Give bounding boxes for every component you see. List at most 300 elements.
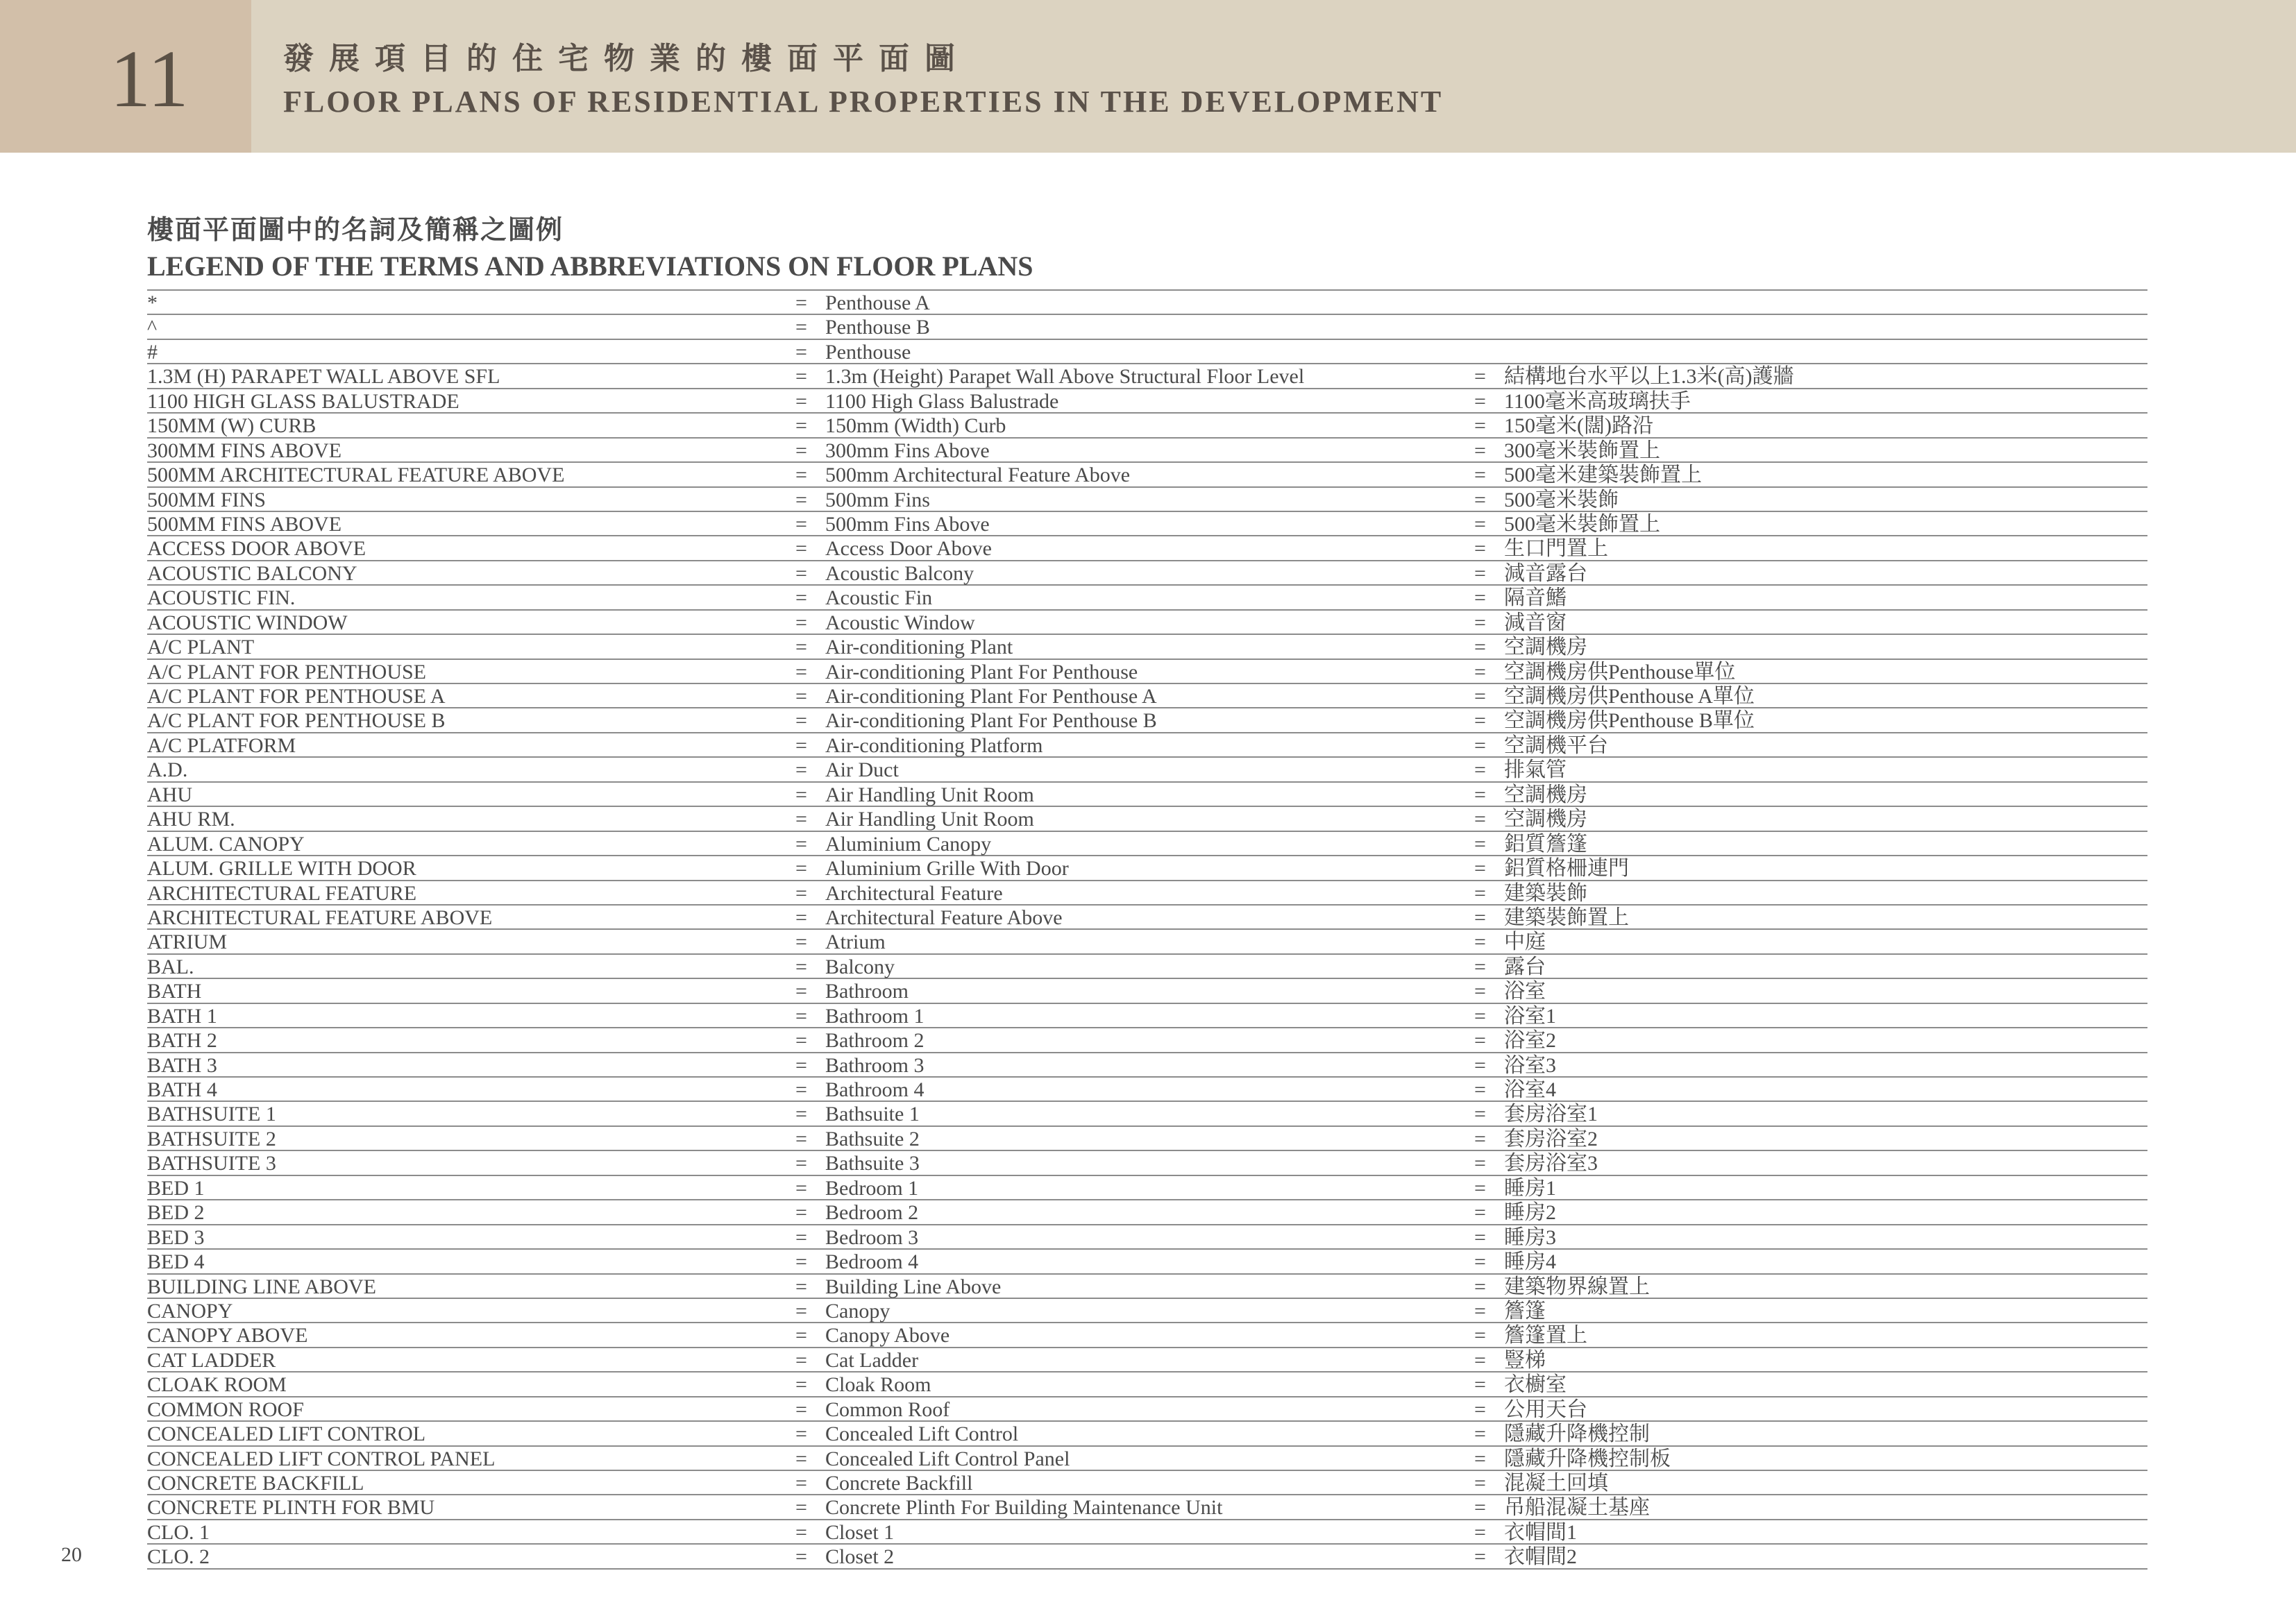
legend-english: Aluminium Canopy [825, 832, 992, 856]
legend-english: Air Duct [825, 758, 899, 782]
legend-row [147, 1471, 2147, 1495]
equals-sign: = [795, 685, 807, 708]
equals-sign: = [1474, 561, 1486, 585]
legend-row [147, 807, 2147, 831]
equals-sign: = [1474, 464, 1486, 487]
legend-row [147, 1200, 2147, 1225]
legend-term: AHU [147, 783, 192, 806]
legend-term: 1100 HIGH GLASS BALUSTRADE [147, 389, 459, 413]
equals-sign: = [1474, 1324, 1486, 1348]
legend-english: Bathroom 2 [825, 1029, 925, 1053]
equals-sign: = [795, 931, 807, 954]
legend-row [147, 1520, 2147, 1545]
legend-row [147, 930, 2147, 954]
legend-chinese: 1100毫米高玻璃扶手 [1504, 389, 1691, 413]
equals-sign: = [1474, 980, 1486, 1003]
equals-sign: = [1474, 1472, 1486, 1495]
legend-chinese: 豎梯 [1504, 1348, 1546, 1372]
legend-english: Architectural Feature Above [825, 906, 1063, 929]
legend-term: BED 1 [147, 1176, 205, 1200]
legend-english: Aluminium Grille With Door [825, 857, 1069, 881]
equals-sign: = [1474, 1348, 1486, 1372]
equals-sign: = [1474, 1004, 1486, 1028]
legend-english: Architectural Feature [825, 881, 1003, 905]
legend-chinese: 套房浴室3 [1504, 1152, 1598, 1175]
legend-chinese: 排氣管 [1504, 758, 1567, 782]
legend-chinese: 睡房3 [1504, 1225, 1556, 1249]
equals-sign: = [1474, 389, 1486, 413]
equals-sign: = [1474, 955, 1486, 978]
equals-sign: = [795, 1275, 807, 1298]
equals-sign: = [795, 340, 807, 364]
legend-chinese: 500毫米裝飾置上 [1504, 512, 1660, 536]
legend-chinese: 生口門置上 [1504, 537, 1608, 561]
equals-sign: = [1474, 881, 1486, 905]
legend-term: CONCEALED LIFT CONTROL [147, 1422, 426, 1446]
legend-english: Bathsuite 1 [825, 1103, 920, 1126]
legend-chinese: 套房浴室1 [1504, 1103, 1598, 1126]
legend-term: BED 2 [147, 1201, 205, 1225]
legend-row [147, 1299, 2147, 1323]
legend-term: CONCEALED LIFT CONTROL PANEL [147, 1447, 496, 1470]
equals-sign: = [795, 414, 807, 438]
legend-row [147, 733, 2147, 758]
equals-sign: = [795, 1176, 807, 1200]
legend-chinese: 隱藏升降機控制 [1504, 1422, 1650, 1446]
legend-term: 1.3M (H) PARAPET WALL ABOVE SFL [147, 365, 500, 389]
equals-sign: = [795, 1348, 807, 1372]
legend-chinese: 吊船混凝土基座 [1504, 1496, 1650, 1520]
equals-sign: = [795, 1103, 807, 1126]
legend-english: Bathsuite 3 [825, 1152, 920, 1175]
equals-sign: = [795, 365, 807, 389]
legend-english: Bedroom 3 [825, 1225, 919, 1249]
legend-english: Air Handling Unit Room [825, 808, 1034, 831]
legend-chinese: 500毫米建築裝飾置上 [1504, 464, 1702, 487]
legend-english: Acoustic Window [825, 611, 975, 634]
equals-sign: = [795, 1373, 807, 1397]
legend-term: 500MM FINS ABOVE [147, 512, 342, 536]
legend-chinese: 睡房2 [1504, 1201, 1556, 1225]
legend-chinese: 浴室2 [1504, 1029, 1556, 1053]
legend-english: Bathsuite 2 [825, 1127, 920, 1150]
equals-sign: = [1474, 1397, 1486, 1421]
legend-row [147, 1028, 2147, 1053]
equals-sign: = [1474, 709, 1486, 733]
equals-sign: = [795, 1152, 807, 1175]
equals-sign: = [1474, 636, 1486, 659]
legend-term: BAL. [147, 955, 194, 978]
legend-chinese: 露台 [1504, 955, 1546, 978]
legend-english: Closet 2 [825, 1545, 895, 1569]
legend-row [147, 1004, 2147, 1028]
legend-english: Cloak Room [825, 1373, 931, 1397]
legend-row [147, 1397, 2147, 1422]
legend-term: AHU RM. [147, 808, 235, 831]
legend-row [147, 1250, 2147, 1274]
equals-sign: = [795, 439, 807, 462]
legend-chinese: 浴室 [1504, 980, 1546, 1003]
legend-chinese: 鋁質簷篷 [1504, 832, 1587, 856]
legend-chinese: 空調機房 [1504, 808, 1587, 831]
legend-row [147, 1348, 2147, 1373]
legend-english: Air-conditioning Plant For Penthouse B [825, 709, 1157, 733]
equals-sign: = [795, 611, 807, 634]
equals-sign: = [1474, 857, 1486, 881]
legend-english: 500mm Fins [825, 488, 930, 511]
legend-term: A/C PLANT FOR PENTHOUSE A [147, 685, 446, 708]
legend-row [147, 906, 2147, 930]
legend-term: ARCHITECTURAL FEATURE ABOVE [147, 906, 493, 929]
legend-row [147, 340, 2147, 364]
legend-term: A/C PLANT FOR PENTHOUSE [147, 660, 426, 683]
equals-sign: = [1474, 537, 1486, 561]
section-title-english: FLOOR PLANS OF RESIDENTIAL PROPERTIES IN THE DEVELOPMENT [283, 85, 1444, 119]
legend-term: BATH [147, 980, 202, 1003]
legend-chinese: 公用天台 [1504, 1397, 1587, 1421]
legend-row [147, 708, 2147, 733]
equals-sign: = [795, 1496, 807, 1520]
legend-row [147, 611, 2147, 635]
legend-chinese: 空調機房 [1504, 783, 1587, 806]
legend-english: Concrete Plinth For Building Maintenance Unit [825, 1496, 1223, 1520]
legend-term: ACOUSTIC WINDOW [147, 611, 348, 634]
legend-chinese: 結構地台水平以上1.3米(高)護牆 [1504, 365, 1794, 389]
legend-chinese: 浴室1 [1504, 1004, 1556, 1028]
equals-sign: = [1474, 1275, 1486, 1298]
legend-table [147, 289, 2147, 1570]
equals-sign: = [1474, 1201, 1486, 1225]
legend-row [147, 1176, 2147, 1200]
equals-sign: = [1474, 611, 1486, 634]
legend-english: Bedroom 4 [825, 1250, 919, 1274]
legend-term: CANOPY ABOVE [147, 1324, 308, 1348]
legend-term: A/C PLANT FOR PENTHOUSE B [147, 709, 446, 733]
legend-chinese: 隱藏升降機控制板 [1504, 1447, 1671, 1470]
equals-sign: = [795, 488, 807, 511]
legend-chinese: 衣櫥室 [1504, 1373, 1567, 1397]
equals-sign: = [795, 857, 807, 881]
legend-term: COMMON ROOF [147, 1397, 304, 1421]
legend-english: 150mm (Width) Curb [825, 414, 1006, 438]
legend-row [147, 1495, 2147, 1520]
legend-row [147, 955, 2147, 979]
equals-sign: = [795, 758, 807, 782]
legend-chinese: 簷篷 [1504, 1299, 1546, 1323]
legend-term: BED 4 [147, 1250, 205, 1274]
legend-term: A.D. [147, 758, 188, 782]
equals-sign: = [795, 1397, 807, 1421]
legend-row [147, 783, 2147, 807]
legend-chinese: 空調機房 [1504, 636, 1587, 659]
legend-chinese: 300毫米裝飾置上 [1504, 439, 1660, 462]
equals-sign: = [795, 660, 807, 683]
equals-sign: = [1474, 1299, 1486, 1323]
legend-term: 150MM (W) CURB [147, 414, 316, 438]
equals-sign: = [1474, 660, 1486, 683]
legend-term: A/C PLATFORM [147, 733, 296, 757]
legend-row [147, 684, 2147, 708]
equals-sign: = [1474, 1520, 1486, 1544]
equals-sign: = [795, 1053, 807, 1077]
legend-term: # [147, 340, 158, 364]
legend-title-english: LEGEND OF THE TERMS AND ABBREVIATIONS ON FLOOR PLANS [147, 250, 1033, 282]
equals-sign: = [795, 1472, 807, 1495]
legend-row [147, 1078, 2147, 1102]
legend-english: Acoustic Balcony [825, 561, 974, 585]
equals-sign: = [1474, 365, 1486, 389]
section-title-chinese: 發展項目的住宅物業的樓面平面圖 [283, 42, 970, 76]
legend-english: Air-conditioning Plant [825, 636, 1013, 659]
legend-english: Access Door Above [825, 537, 992, 561]
equals-sign: = [795, 1299, 807, 1323]
equals-sign: = [1474, 906, 1486, 929]
equals-sign: = [795, 512, 807, 536]
legend-row [147, 439, 2147, 463]
legend-english: Bathroom [825, 980, 909, 1003]
legend-english: 500mm Architectural Feature Above [825, 464, 1131, 487]
equals-sign: = [1474, 1496, 1486, 1520]
page-header [0, 0, 2296, 153]
legend-row [147, 561, 2147, 586]
legend-row [147, 1447, 2147, 1471]
legend-term: BUILDING LINE ABOVE [147, 1275, 376, 1298]
legend-english: Acoustic Fin [825, 586, 933, 610]
legend-chinese: 建築裝飾 [1504, 881, 1587, 905]
legend-english: 500mm Fins Above [825, 512, 990, 536]
legend-row [147, 463, 2147, 487]
legend-row [147, 881, 2147, 906]
equals-sign: = [795, 1447, 807, 1470]
equals-sign: = [1474, 1225, 1486, 1249]
equals-sign: = [1474, 783, 1486, 806]
equals-sign: = [795, 881, 807, 905]
equals-sign: = [795, 291, 807, 314]
equals-sign: = [1474, 1127, 1486, 1150]
legend-term: CANOPY [147, 1299, 233, 1323]
legend-english: Common Roof [825, 1397, 950, 1421]
legend-english: Building Line Above [825, 1275, 1002, 1298]
legend-chinese: 150毫米(闊)路沿 [1504, 414, 1653, 438]
equals-sign: = [1474, 488, 1486, 511]
equals-sign: = [795, 1225, 807, 1249]
legend-row [147, 488, 2147, 512]
legend-english: 1.3m (Height) Parapet Wall Above Structural Floor Level [825, 365, 1305, 389]
legend-row [147, 1127, 2147, 1151]
equals-sign: = [1474, 1176, 1486, 1200]
equals-sign: = [795, 464, 807, 487]
legend-english: 300mm Fins Above [825, 439, 990, 462]
legend-term: 500MM FINS [147, 488, 266, 511]
equals-sign: = [1474, 832, 1486, 856]
legend-row [147, 364, 2147, 389]
legend-english: 1100 High Glass Balustrade [825, 389, 1059, 413]
equals-sign: = [1474, 758, 1486, 782]
equals-sign: = [795, 733, 807, 757]
legend-row [147, 586, 2147, 610]
legend-term: ACCESS DOOR ABOVE [147, 537, 366, 561]
legend-term: CLO. 2 [147, 1545, 210, 1569]
legend-chinese: 500毫米裝飾 [1504, 488, 1619, 511]
legend-term: ARCHITECTURAL FEATURE [147, 881, 417, 905]
legend-chinese: 衣帽間2 [1504, 1545, 1577, 1569]
legend-term: BED 3 [147, 1225, 205, 1249]
equals-sign: = [795, 561, 807, 585]
legend-english: Canopy [825, 1299, 890, 1323]
legend-term: BATH 3 [147, 1053, 217, 1077]
equals-sign: = [795, 1520, 807, 1544]
equals-sign: = [1474, 1152, 1486, 1175]
legend-chinese: 鋁質格柵連門 [1504, 857, 1629, 881]
legend-english: Balcony [825, 955, 895, 978]
legend-row [147, 315, 2147, 339]
legend-row [147, 1102, 2147, 1126]
legend-row [147, 832, 2147, 856]
legend-title-chinese: 樓面平面圖中的名詞及簡稱之圖例 [147, 216, 564, 245]
equals-sign: = [795, 1078, 807, 1101]
equals-sign: = [1474, 1053, 1486, 1077]
legend-chinese: 中庭 [1504, 931, 1546, 954]
legend-chinese: 空調機房供Penthouse A單位 [1504, 685, 1755, 708]
equals-sign: = [1474, 414, 1486, 438]
legend-term: ALUM. GRILLE WITH DOOR [147, 857, 416, 881]
equals-sign: = [795, 709, 807, 733]
legend-term: CLOAK ROOM [147, 1373, 287, 1397]
legend-english: Air-conditioning Platform [825, 733, 1043, 757]
equals-sign: = [795, 955, 807, 978]
legend-row [147, 512, 2147, 536]
legend-term: BATHSUITE 1 [147, 1103, 276, 1126]
legend-term: ATRIUM [147, 931, 228, 954]
legend-term: 300MM FINS ABOVE [147, 439, 342, 462]
legend-chinese: 空調機房供Penthouse B單位 [1504, 709, 1755, 733]
legend-term: BATH 4 [147, 1078, 217, 1101]
legend-row [147, 856, 2147, 881]
legend-row [147, 536, 2147, 561]
legend-row [147, 1225, 2147, 1250]
legend-term: CONCRETE PLINTH FOR BMU [147, 1496, 435, 1520]
legend-row [147, 414, 2147, 438]
legend-term: BATHSUITE 2 [147, 1127, 276, 1150]
legend-chinese: 減音露台 [1504, 561, 1587, 585]
equals-sign: = [1474, 1029, 1486, 1053]
legend-chinese: 空調機平台 [1504, 733, 1608, 757]
equals-sign: = [795, 389, 807, 413]
legend-chinese: 簷篷置上 [1504, 1324, 1587, 1348]
legend-row [147, 291, 2147, 315]
legend-chinese: 套房浴室2 [1504, 1127, 1598, 1150]
equals-sign: = [1474, 586, 1486, 610]
legend-english: Penthouse A [825, 291, 930, 314]
legend-row [147, 1373, 2147, 1397]
legend-english: Cat Ladder [825, 1348, 919, 1372]
legend-english: Bathroom 3 [825, 1053, 925, 1077]
equals-sign: = [795, 316, 807, 339]
legend-english: Closet 1 [825, 1520, 895, 1544]
equals-sign: = [1474, 733, 1486, 757]
equals-sign: = [795, 832, 807, 856]
legend-english: Concrete Backfill [825, 1472, 973, 1495]
legend-term: BATHSUITE 3 [147, 1152, 276, 1175]
equals-sign: = [1474, 931, 1486, 954]
equals-sign: = [1474, 1422, 1486, 1446]
legend-row [147, 1053, 2147, 1078]
legend-row [147, 1151, 2147, 1175]
legend-row [147, 660, 2147, 684]
legend-row [147, 979, 2147, 1003]
equals-sign: = [795, 1029, 807, 1053]
equals-sign: = [1474, 685, 1486, 708]
equals-sign: = [1474, 1250, 1486, 1274]
legend-chinese: 衣帽間1 [1504, 1520, 1577, 1544]
legend-term: CLO. 1 [147, 1520, 210, 1544]
legend-row [147, 1275, 2147, 1299]
legend-term: ^ [147, 316, 158, 339]
legend-english: Bedroom 2 [825, 1201, 919, 1225]
legend-chinese: 減音窗 [1504, 611, 1567, 634]
legend-term: BATH 2 [147, 1029, 217, 1053]
equals-sign: = [795, 1004, 807, 1028]
equals-sign: = [1474, 1078, 1486, 1101]
equals-sign: = [1474, 1373, 1486, 1397]
legend-term: ALUM. CANOPY [147, 832, 305, 856]
equals-sign: = [795, 636, 807, 659]
equals-sign: = [1474, 512, 1486, 536]
legend-row [147, 1545, 2147, 1569]
equals-sign: = [795, 1250, 807, 1274]
equals-sign: = [795, 1324, 807, 1348]
page-number: 20 [61, 1543, 82, 1566]
equals-sign: = [1474, 439, 1486, 462]
legend-chinese: 建築裝飾置上 [1504, 906, 1629, 929]
legend-chinese: 睡房1 [1504, 1176, 1556, 1200]
legend-chinese: 浴室3 [1504, 1053, 1556, 1077]
legend-english: Air-conditioning Plant For Penthouse [825, 660, 1138, 683]
legend-english: Atrium [825, 931, 886, 954]
legend-english: Air-conditioning Plant For Penthouse A [825, 685, 1157, 708]
equals-sign: = [1474, 1545, 1486, 1569]
equals-sign: = [1474, 1103, 1486, 1126]
equals-sign: = [795, 1545, 807, 1569]
legend-term: CAT LADDER [147, 1348, 276, 1372]
legend-term: A/C PLANT [147, 636, 255, 659]
legend-term: CONCRETE BACKFILL [147, 1472, 364, 1495]
legend-row [147, 389, 2147, 414]
legend-term: * [147, 291, 158, 314]
legend-term: 500MM ARCHITECTURAL FEATURE ABOVE [147, 464, 565, 487]
legend-term: BATH 1 [147, 1004, 217, 1028]
legend-term: ACOUSTIC BALCONY [147, 561, 357, 585]
legend-chinese: 浴室4 [1504, 1078, 1556, 1101]
equals-sign: = [795, 783, 807, 806]
legend-english: Penthouse B [825, 316, 930, 339]
legend-chinese: 隔音鰭 [1504, 586, 1567, 610]
legend-chinese: 混凝土回填 [1504, 1472, 1608, 1495]
legend-english: Penthouse [825, 340, 911, 364]
legend-chinese: 空調機房供Penthouse單位 [1504, 660, 1736, 683]
legend-row [147, 1422, 2147, 1446]
legend-english: Bathroom 1 [825, 1004, 925, 1028]
legend-row [147, 758, 2147, 782]
legend-english: Bathroom 4 [825, 1078, 925, 1101]
legend-term: ACOUSTIC FIN. [147, 586, 296, 610]
equals-sign: = [1474, 808, 1486, 831]
equals-sign: = [795, 808, 807, 831]
equals-sign: = [795, 980, 807, 1003]
equals-sign: = [795, 586, 807, 610]
equals-sign: = [795, 1127, 807, 1150]
legend-english: Canopy Above [825, 1324, 950, 1348]
